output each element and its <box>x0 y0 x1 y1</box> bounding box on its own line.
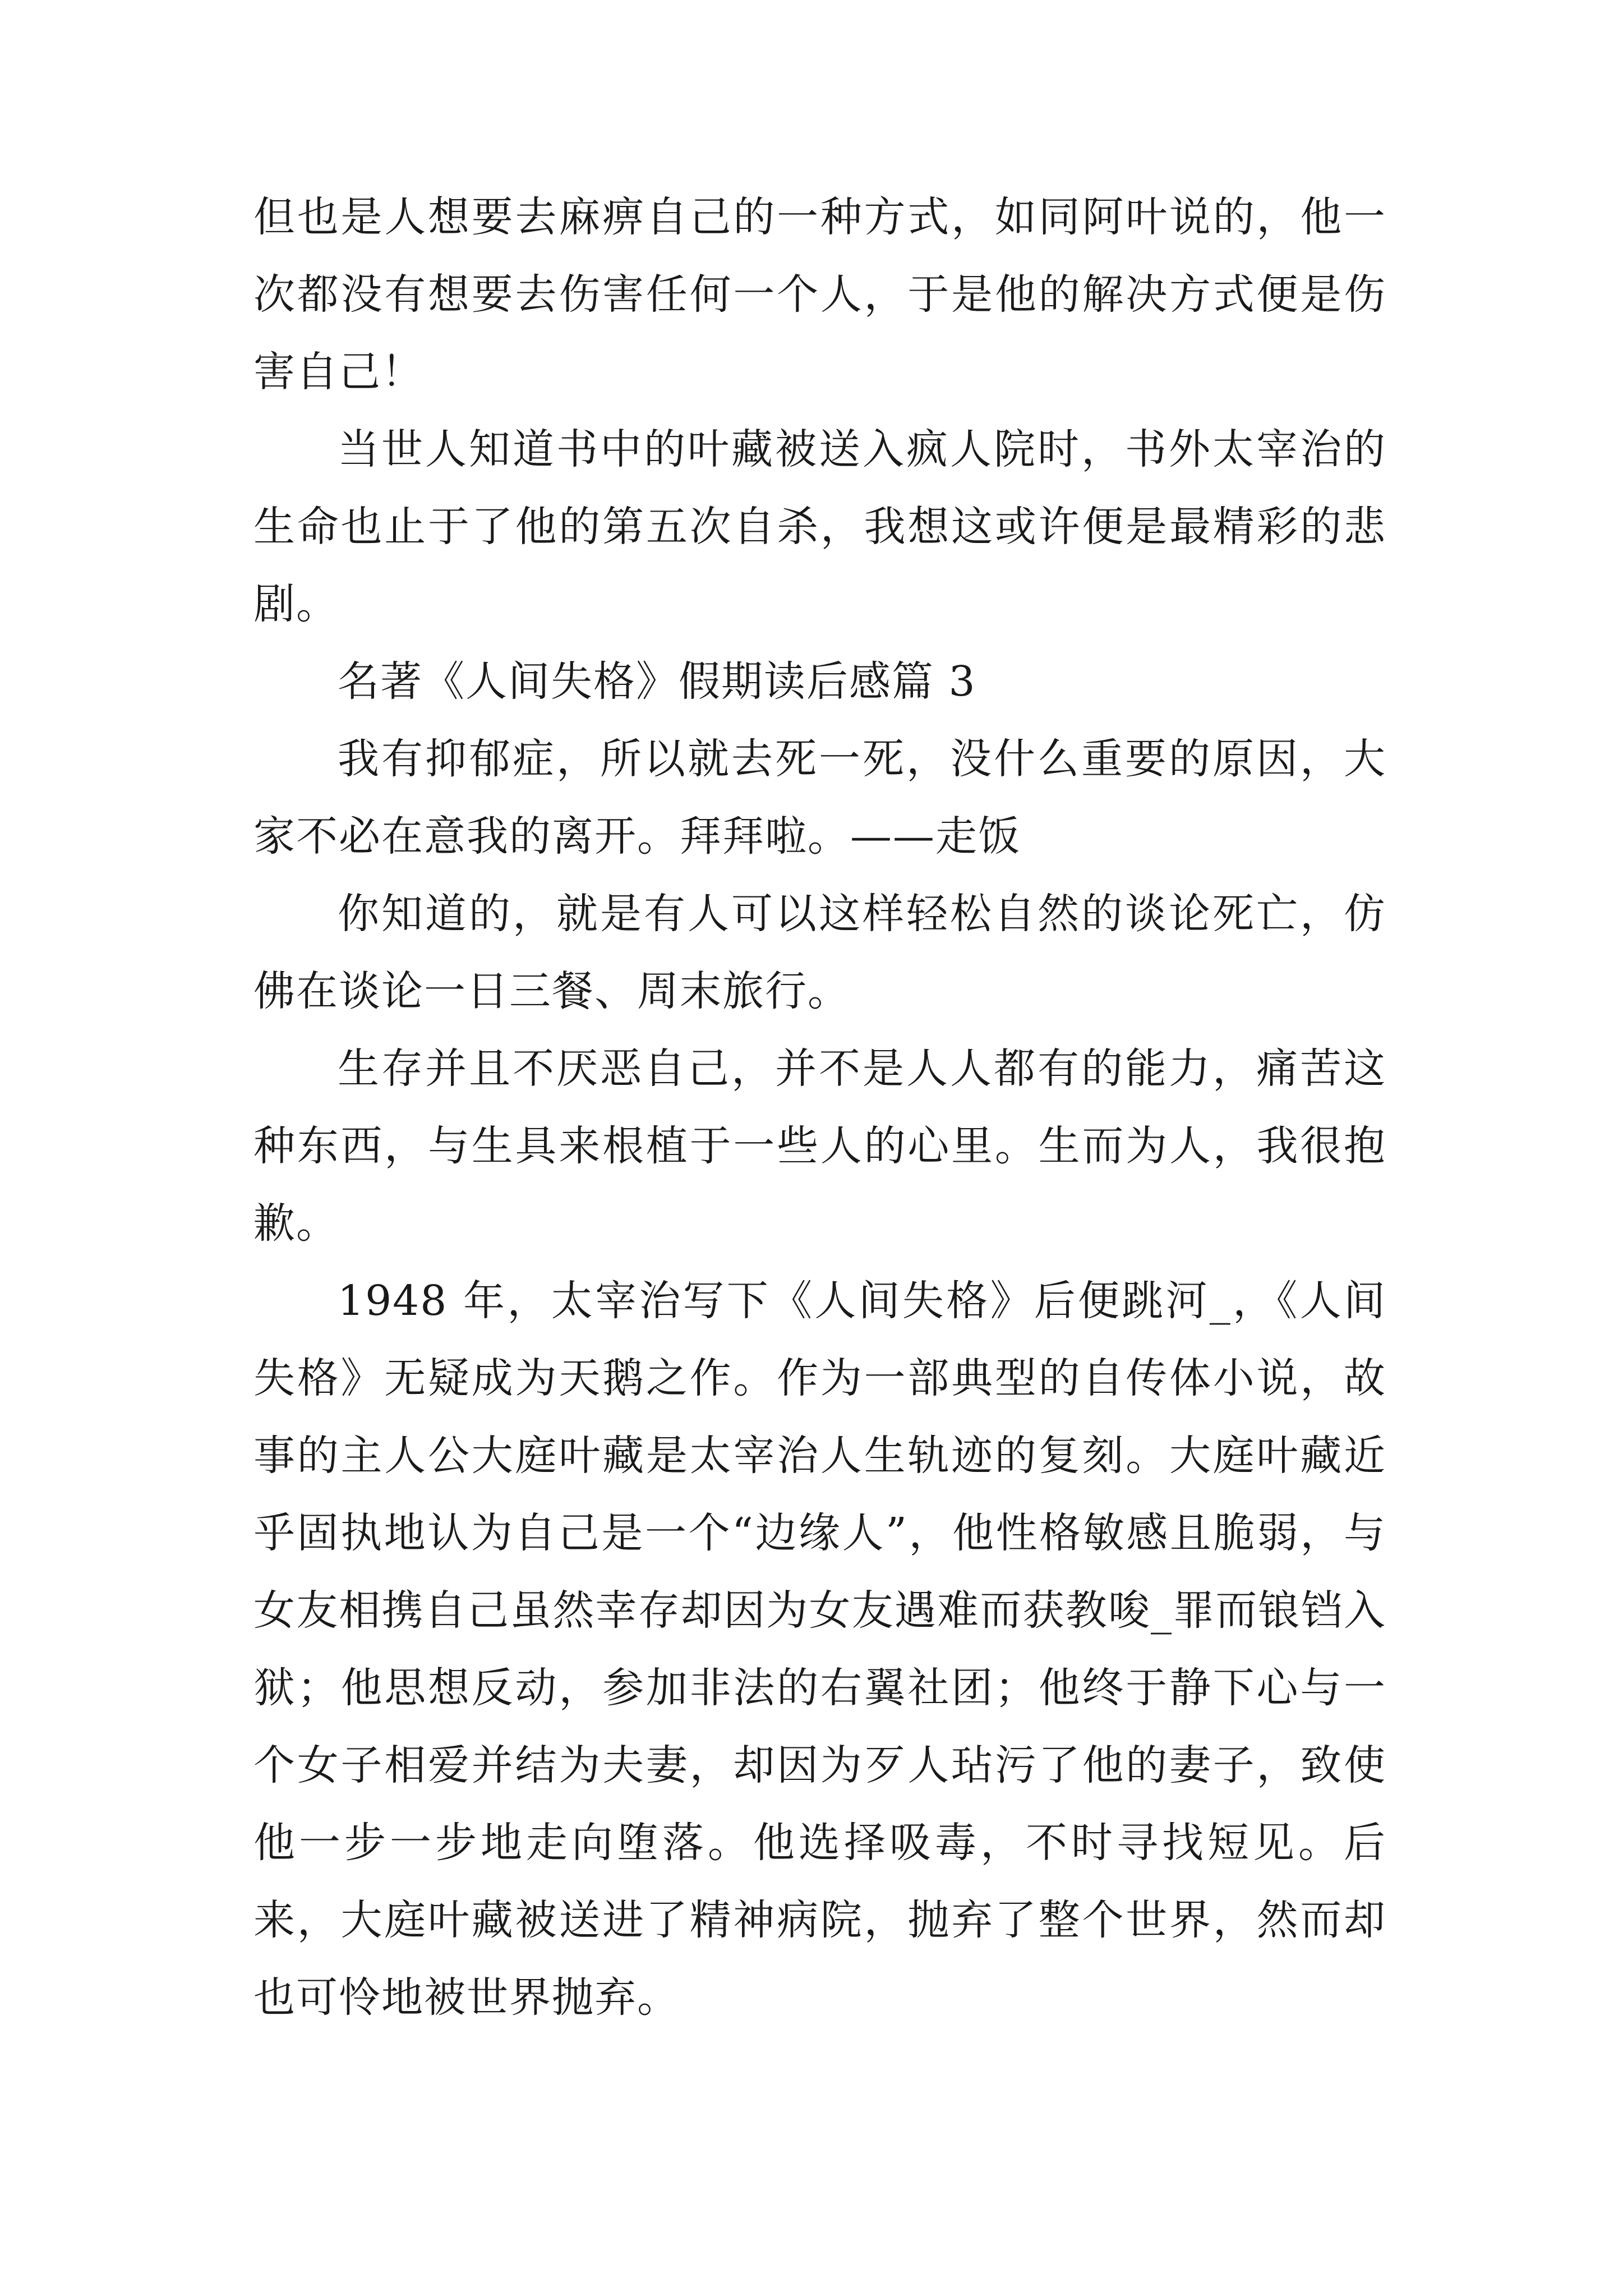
paragraph-1: 但也是人想要去麻痹自己的一种方式，如同阿叶说的，他一次都没有想要去伤害任何一个人，于是他的解决方式便是伤害自己！ <box>253 193 1386 396</box>
paragraph-6: 1948 年，太宰治写下《人间失格》后便跳河_，《人间失格》无疑成为天鹅之作。作为一部典型的自传体小说，故事的主人公大庭叶藏是太宰治人生轨迹的复刻。大庭叶藏近乎固执地认为自己是一个“边缘人”，他性格敏感且脆弱，与女友相携自己虽然幸存却因为女友遇难而获教唆_罪而锒铛入狱；他思想反动，参加非法的右翼社团；他终于静下心与一个女子相爱并结为夫妻，却因为歹人玷污了他的妻子，致使他一步一步地走向堕落。他选择吸毒，不时寻找短见。后来，大庭叶藏被送进了精神病院，抛弃了整个世界，然而却也可怜地被世界抛弃。 <box>253 1277 1386 2022</box>
section-heading: 名著《人间失格》假期读后感篇 3 <box>338 657 976 706</box>
paragraph-3: 我有抑郁症，所以就去死一死，没什么重要的原因，大家不必在意我的离开。拜拜啦。——走饭 <box>253 735 1386 861</box>
paragraph-4: 你知道的，就是有人可以这样轻松自然的谈论死亡，仿佛在谈论一日三餐、周末旅行。 <box>253 890 1386 1015</box>
document-body <box>253 178 1386 2036</box>
paragraph-2: 当世人知道书中的叶藏被送入疯人院时，书外太宰治的生命也止于了他的第五次自杀，我想这或许便是最精彩的悲剧。 <box>253 425 1386 628</box>
paragraph-5: 生存并且不厌恶自己，并不是人人都有的能力，痛苦这种东西，与生具来根植于一些人的心里。生而为人，我很抱歉。 <box>253 1045 1386 1248</box>
